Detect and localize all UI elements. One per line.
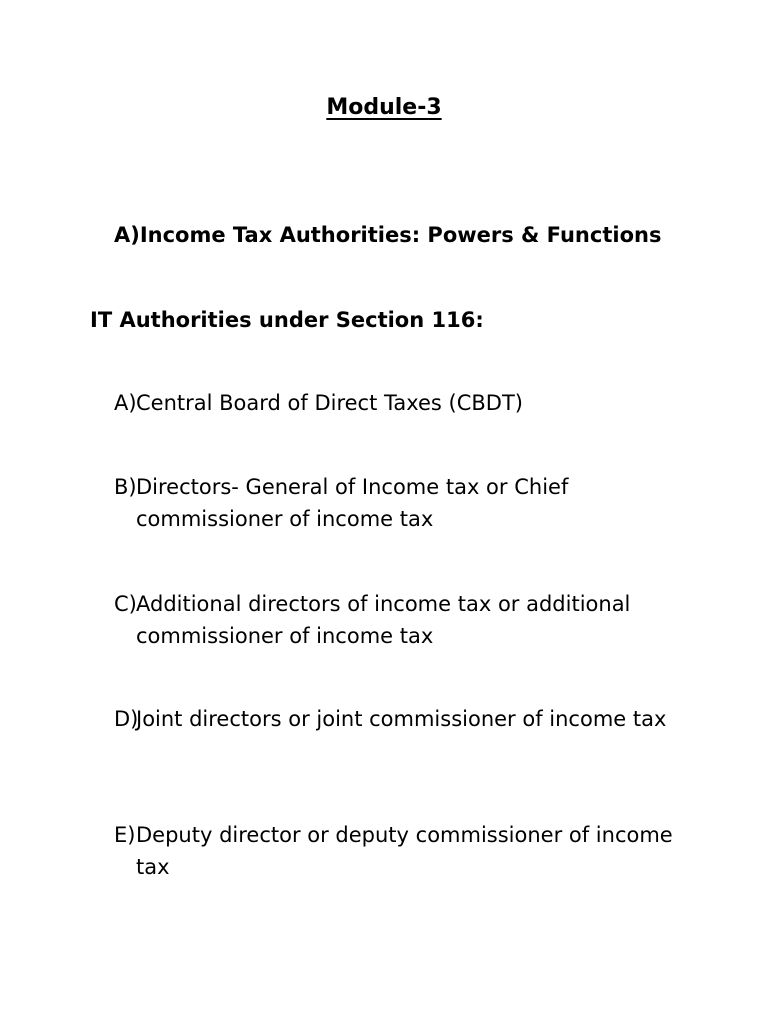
list-item-marker: B) xyxy=(114,475,137,499)
list-item-marker: A) xyxy=(114,391,137,415)
page-title: Module-3 xyxy=(326,95,442,120)
list-item xyxy=(114,387,694,419)
list-item-text: Additional directors of income tax or additional commissioner of income tax xyxy=(136,592,631,648)
list-item xyxy=(114,588,694,652)
list-item-text: Directors- General of Income tax or Chief commissioner of income tax xyxy=(136,475,569,531)
list-item-marker: D) xyxy=(114,707,139,731)
list-item-text: Joint directors or joint commissioner of income tax xyxy=(136,707,667,731)
list-item xyxy=(114,471,694,535)
list-item xyxy=(114,819,694,883)
list-item-text: Deputy director or deputy commissioner of income tax xyxy=(136,823,673,879)
subsection-heading: IT Authorities under Section 116: xyxy=(90,308,484,332)
list-item xyxy=(114,703,694,735)
list-item-marker: C) xyxy=(114,592,137,616)
section-heading: A)Income Tax Authorities: Powers & Functions xyxy=(114,223,662,247)
list-item-text: Central Board of Direct Taxes (CBDT) xyxy=(136,391,523,415)
list-item-marker: E) xyxy=(114,823,136,847)
